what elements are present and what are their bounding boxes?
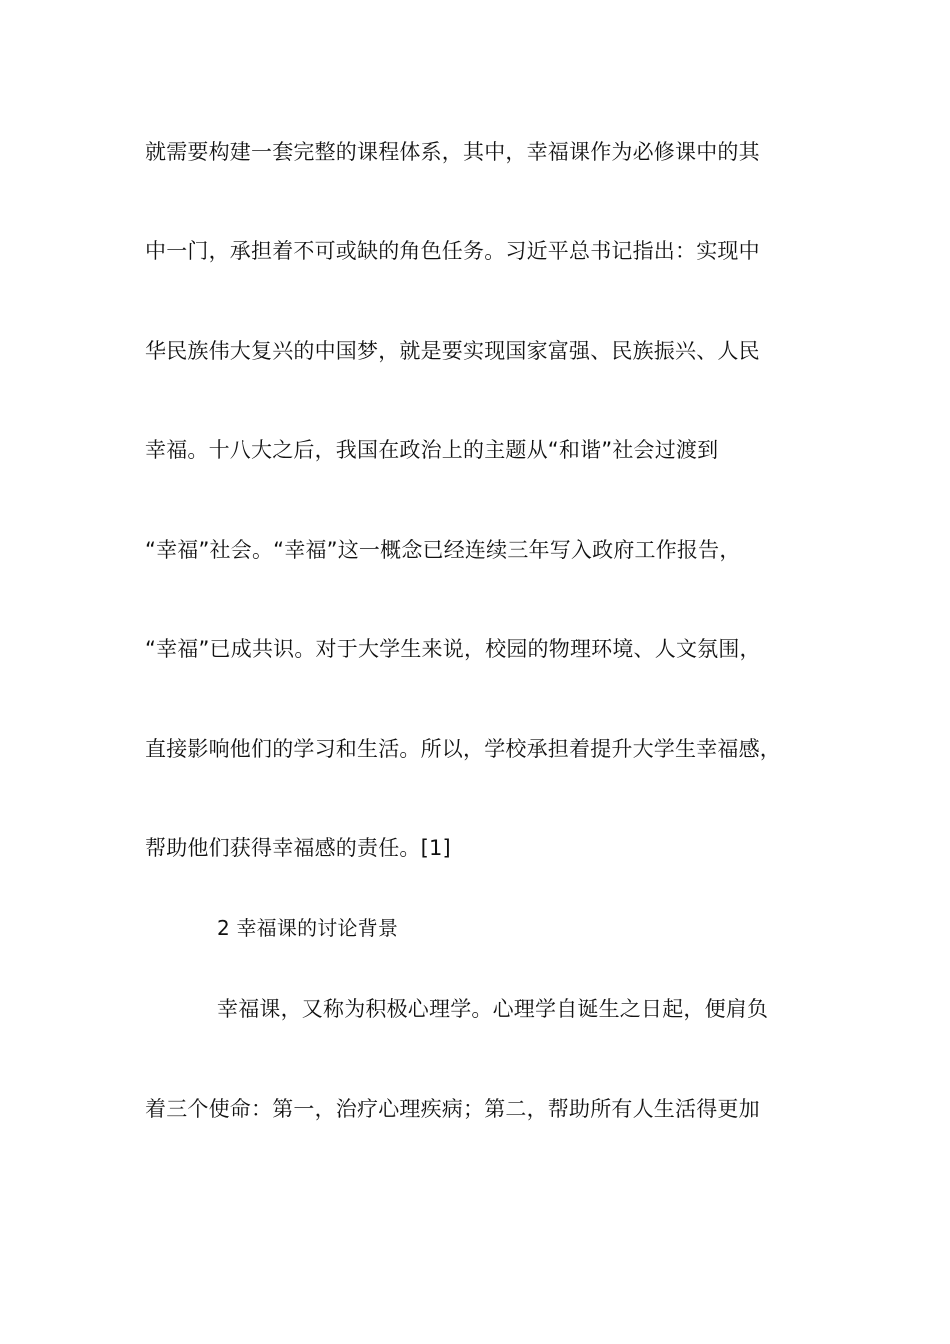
paragraph-line: 中一门，承担着不可或缺的角色任务。习近平总书记指出：实现中: [145, 239, 760, 263]
section-heading: 2 幸福课的讨论背景: [217, 916, 399, 940]
paragraph-line: 华民族伟大复兴的中国梦，就是要实现国家富强、民族振兴、人民: [145, 339, 760, 363]
paragraph-line: “幸福”社会。“幸福”这一概念已经连续三年写入政府工作报告，: [145, 538, 741, 562]
paragraph-line: 着三个使命：第一，治疗心理疾病；第二，帮助所有人生活得更加: [145, 1097, 760, 1121]
paragraph-line: 幸福课，又称为积极心理学。心理学自诞生之日起，便肩负: [217, 997, 769, 1021]
paragraph-line: 就需要构建一套完整的课程体系，其中，幸福课作为必修课中的其: [145, 140, 760, 164]
paragraph-line: 直接影响他们的学习和生活。所以，学校承担着提升大学生幸福感，: [145, 737, 781, 761]
paragraph-line: 幸福。十八大之后，我国在政治上的主题从“和谐”社会过渡到: [145, 438, 719, 462]
paragraph-line: “幸福”已成共识。对于大学生来说，校园的物理环境、人文氛围，: [145, 637, 761, 661]
paragraph-line: 帮助他们获得幸福感的责任。[1]: [145, 836, 451, 860]
